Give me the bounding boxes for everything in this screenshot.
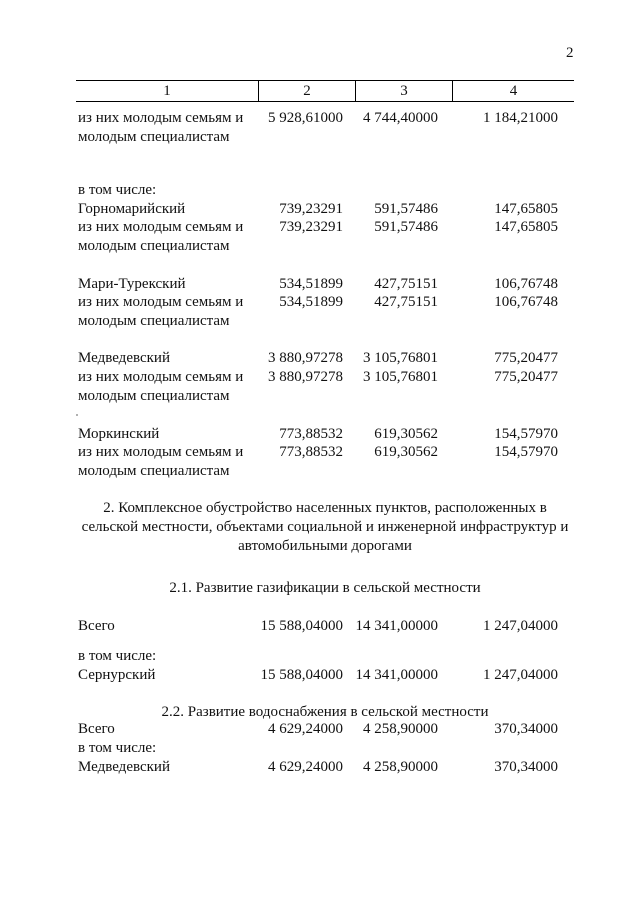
- cell-value: 147,65805: [494, 201, 558, 217]
- cell-value: 534,51899: [279, 294, 343, 310]
- cell-value: 14 341,00000: [355, 618, 438, 634]
- row-label-continuation: молодым специалистам: [78, 463, 230, 479]
- cell-value: 3 880,97278: [268, 350, 343, 366]
- row-label: Всего: [78, 721, 115, 737]
- page-number: 2: [566, 45, 574, 61]
- cell-value: 3 105,76801: [363, 350, 438, 366]
- row-label-continuation: молодым специалистам: [78, 129, 230, 145]
- row-label-continuation: молодым специалистам: [78, 238, 230, 254]
- table-header: [76, 80, 574, 102]
- cell-value: 154,57970: [494, 444, 558, 460]
- cell-value: 14 341,00000: [355, 667, 438, 683]
- row-label: Всего: [78, 618, 115, 634]
- cell-value: 15 588,04000: [260, 667, 343, 683]
- row-label-continuation: молодым специалистам: [78, 388, 230, 404]
- cell-value: 3 105,76801: [363, 369, 438, 385]
- row-label: Медведевский: [78, 350, 170, 366]
- column-header-3: 3: [400, 83, 408, 99]
- row-label: Мари-Турекский: [78, 276, 186, 292]
- cell-value: 427,75151: [374, 276, 438, 292]
- row-label: в том числе:: [78, 740, 157, 756]
- row-label: из них молодым семьям и: [78, 219, 244, 235]
- cell-value: 4 629,24000: [268, 759, 343, 775]
- cell-value: 106,76748: [494, 276, 558, 292]
- section-2-1-heading: 2.1. Развитие газификации в сельской местности: [169, 580, 481, 596]
- row-label: Медведевский: [78, 759, 170, 775]
- cell-value: 4 629,24000: [268, 721, 343, 737]
- cell-value: 147,65805: [494, 219, 558, 235]
- cell-value: 1 247,04000: [483, 667, 558, 683]
- row-label: из них молодым семьям и: [78, 294, 244, 310]
- cell-value: 154,57970: [494, 426, 558, 442]
- section-2-2-heading: 2.2. Развитие водоснабжения в сельской местности: [161, 704, 489, 720]
- row-label-continuation: молодым специалистам: [78, 313, 230, 329]
- cell-value: 619,30562: [374, 426, 438, 442]
- column-header-2: 2: [303, 83, 311, 99]
- row-label: Сернурский: [78, 667, 156, 683]
- cell-value: 619,30562: [374, 444, 438, 460]
- cell-value: 739,23291: [279, 219, 343, 235]
- row-label: из них молодым семьям и: [78, 444, 244, 460]
- cell-value: 3 880,97278: [268, 369, 343, 385]
- column-header-1: 1: [163, 83, 171, 99]
- row-label: в том числе:: [78, 182, 157, 198]
- cell-value: 1 247,04000: [483, 618, 558, 634]
- cell-value: 534,51899: [279, 276, 343, 292]
- cell-value: 775,20477: [494, 350, 558, 366]
- cell-value: 106,76748: [494, 294, 558, 310]
- section-2-heading: 2. Комплексное обустройство населенных пунктов, расположенных в сельской местности, объектами социальной и инженерной инфраструктур и автомобильными дорогами: [81, 500, 569, 554]
- row-label: Горномарийский: [78, 201, 186, 217]
- cell-value: 1 184,21000: [483, 110, 558, 126]
- cell-value: 739,23291: [279, 201, 343, 217]
- row-label: Моркинский: [78, 426, 160, 442]
- cell-value: 773,88532: [279, 426, 343, 442]
- column-header-4: 4: [509, 83, 518, 99]
- cell-value: 5 928,61000: [268, 110, 343, 126]
- row-label: из них молодым семьям и: [78, 369, 244, 385]
- cell-value: 591,57486: [374, 219, 438, 235]
- cell-value: 370,34000: [494, 759, 558, 775]
- row-label: из них молодым семьям и: [78, 110, 244, 126]
- cell-value: 591,57486: [374, 201, 438, 217]
- cell-value: 370,34000: [494, 721, 558, 737]
- cell-value: 773,88532: [279, 444, 343, 460]
- scan-speck: [76, 414, 78, 416]
- cell-value: 4 744,40000: [363, 110, 438, 126]
- cell-value: 4 258,90000: [363, 759, 438, 775]
- row-label: в том числе:: [78, 648, 157, 664]
- cell-value: 15 588,04000: [260, 618, 343, 634]
- cell-value: 775,20477: [494, 369, 558, 385]
- cell-value: 427,75151: [374, 294, 438, 310]
- cell-value: 4 258,90000: [363, 721, 438, 737]
